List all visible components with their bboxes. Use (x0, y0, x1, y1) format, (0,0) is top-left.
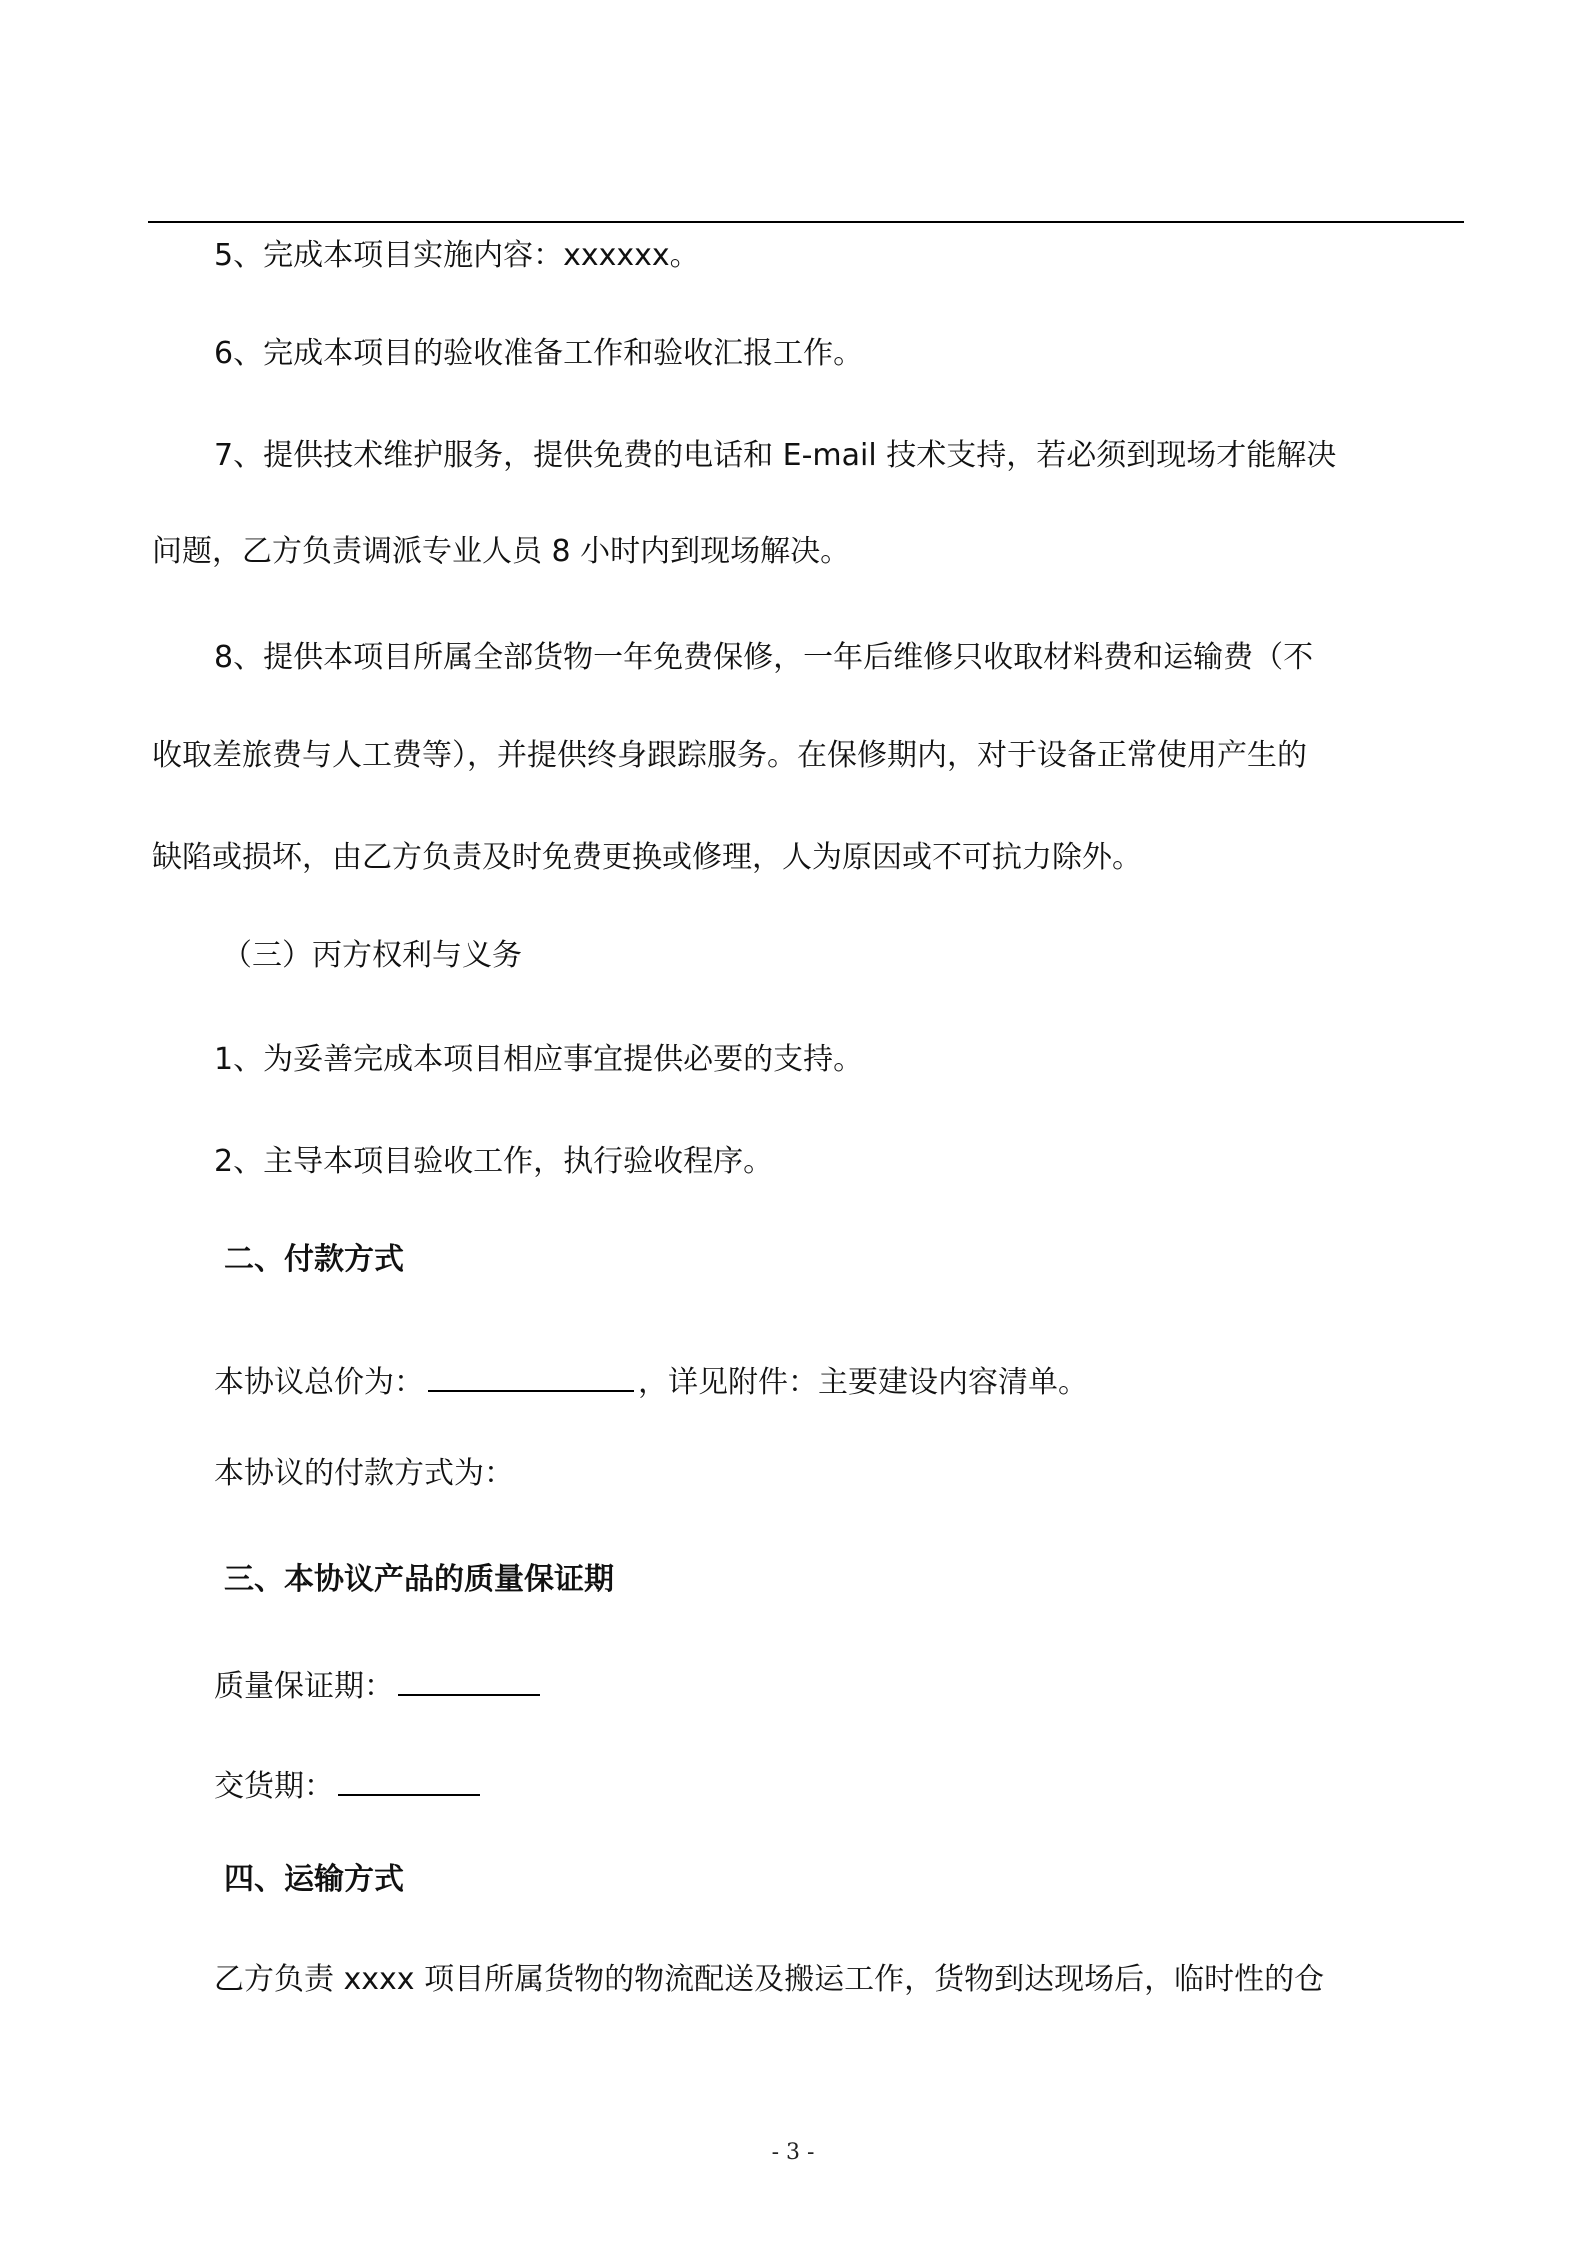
total-price-field[interactable] (428, 1356, 634, 1392)
item-5: 5、完成本项目实施内容：xxxxxx。 (214, 238, 700, 273)
page-number: - 3 - (771, 2140, 815, 2165)
payment-total-label: 本协议总价为： (214, 1365, 424, 1400)
item-8-line-2: 收取差旅费与人工费等），并提供终身跟踪服务。在保修期内，对于设备正常使用产生的 (152, 738, 1307, 773)
party-c-heading: （三）丙方权利与义务 (222, 938, 522, 973)
party-c-item-2: 2、主导本项目验收工作，执行验收程序。 (214, 1144, 774, 1179)
transport-text: 乙方负责 xxxx 项目所属货物的物流配送及搬运工作，货物到达现场后，临时性的仓 (214, 1962, 1325, 1997)
payment-total-suffix: ，详见附件：主要建设内容清单。 (638, 1365, 1088, 1400)
warranty-period-field[interactable] (398, 1660, 540, 1696)
delivery-period-field[interactable] (338, 1760, 480, 1796)
warranty-period-line (214, 1660, 544, 1707)
party-c-item-1: 1、为妥善完成本项目相应事宜提供必要的支持。 (214, 1042, 864, 1077)
warranty-period-label: 质量保证期： (214, 1669, 394, 1704)
item-8-line-3: 缺陷或损坏，由乙方负责及时免费更换或修理，人为原因或不可抗力除外。 (152, 840, 1142, 875)
item-6: 6、完成本项目的验收准备工作和验收汇报工作。 (214, 336, 864, 371)
payment-method-label: 本协议的付款方式为： (214, 1456, 514, 1491)
transport-heading: 四、运输方式 (224, 1862, 404, 1897)
item-7-line-2: 问题，乙方负责调派专业人员 8 小时内到现场解决。 (152, 534, 851, 569)
warranty-heading: 三、本协议产品的质量保证期 (224, 1562, 614, 1597)
payment-total-line (214, 1356, 1088, 1403)
item-7-line-1: 7、提供技术维护服务，提供免费的电话和 E-mail 技术支持，若必须到现场才能解决 (214, 438, 1337, 473)
item-8-line-1: 8、提供本项目所属全部货物一年免费保修，一年后维修只收取材料费和运输费（不 (214, 640, 1314, 675)
header-rule (148, 221, 1464, 223)
delivery-period-label: 交货期： (214, 1769, 334, 1804)
delivery-period-line (214, 1760, 484, 1807)
payment-heading: 二、付款方式 (224, 1242, 404, 1277)
